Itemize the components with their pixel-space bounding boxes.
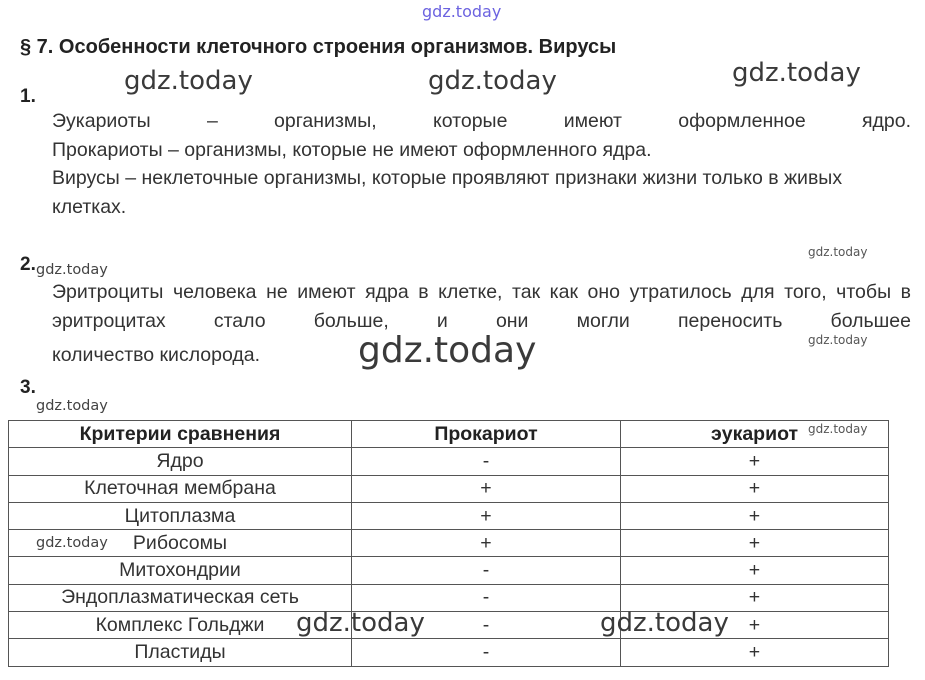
eukaryote-cell: +	[621, 475, 889, 502]
eukaryote-cell: +	[621, 448, 889, 475]
eukaryote-cell: +	[621, 557, 889, 584]
watermark: gdz.today	[808, 333, 868, 347]
prokaryote-cell: -	[352, 557, 621, 584]
eukaryote-cell: +	[621, 530, 889, 557]
table-row	[9, 530, 889, 557]
watermark-top: gdz.today	[422, 2, 502, 21]
watermark: gdz.today	[36, 398, 108, 414]
criterion-cell: Пластиды	[9, 639, 352, 666]
header-eukaryote: эукариот	[621, 421, 889, 448]
watermark: gdz.today	[36, 535, 108, 551]
criterion-cell: Эндоплазматическая сеть	[9, 584, 352, 611]
table-row	[9, 448, 889, 475]
comparison-table	[8, 420, 889, 667]
criterion-cell: Рибосомы	[9, 530, 352, 557]
page-title: § 7. Особенности клеточного строения организмов. Вирусы	[20, 36, 617, 58]
header-prokaryote: Прокариот	[352, 421, 621, 448]
watermark: gdz.today	[428, 66, 557, 96]
watermark: gdz.today	[36, 262, 108, 278]
table-row	[9, 557, 889, 584]
criterion-cell: Митохондрии	[9, 557, 352, 584]
question-number-1: 1.	[20, 86, 36, 107]
criterion-cell: Комплекс Гольджи	[9, 612, 352, 639]
table-row	[9, 475, 889, 502]
prokaryote-cell: +	[352, 502, 621, 529]
criterion-cell: Цитоплазма	[9, 502, 352, 529]
watermark: gdz.today	[808, 422, 868, 436]
table-header-row	[9, 421, 889, 448]
watermark: gdz.today	[732, 58, 861, 88]
answer-1	[52, 107, 911, 221]
eukaryote-cell: +	[621, 612, 889, 639]
prokaryote-cell: -	[352, 612, 621, 639]
table-row	[9, 612, 889, 639]
table-row	[9, 502, 889, 529]
prokaryote-cell: +	[352, 475, 621, 502]
answer-1-line-1: Эукариоты – организмы, которые имеют оформленное ядро.	[52, 110, 911, 132]
question-number-3: 3.	[20, 377, 36, 398]
criterion-cell: Ядро	[9, 448, 352, 475]
criterion-cell: Клеточная мембрана	[9, 475, 352, 502]
prokaryote-cell: -	[352, 584, 621, 611]
eukaryote-cell: +	[621, 639, 889, 666]
table-row	[9, 584, 889, 611]
answer-2-last-line: количество кислорода.	[52, 344, 261, 366]
prokaryote-cell: +	[352, 530, 621, 557]
watermark: gdz.today	[600, 608, 729, 638]
answer-1-line-3: Вирусы – неклеточные организмы, которые проявляют признаки жизни только в живых клетках.	[52, 167, 843, 218]
watermark: gdz.today	[296, 608, 425, 638]
answer-2-text: Эритроциты человека не имеют ядра в клетке, так как оно утратилось для того, чтобы в эритроцитах стало больше, и они могли переносить большее	[52, 281, 911, 332]
watermark: gdz.today	[124, 66, 253, 96]
watermark: gdz.today	[358, 330, 537, 371]
prokaryote-cell: -	[352, 639, 621, 666]
question-number-2: 2.	[20, 254, 36, 275]
answer-1-line-2: Прокариоты – организмы, которые не имеют оформленного ядра.	[52, 138, 652, 161]
prokaryote-cell: -	[352, 448, 621, 475]
header-criteria: Критерии сравнения	[9, 421, 352, 448]
watermark: gdz.today	[808, 245, 868, 259]
eukaryote-cell: +	[621, 502, 889, 529]
table-row	[9, 639, 889, 666]
eukaryote-cell: +	[621, 584, 889, 611]
